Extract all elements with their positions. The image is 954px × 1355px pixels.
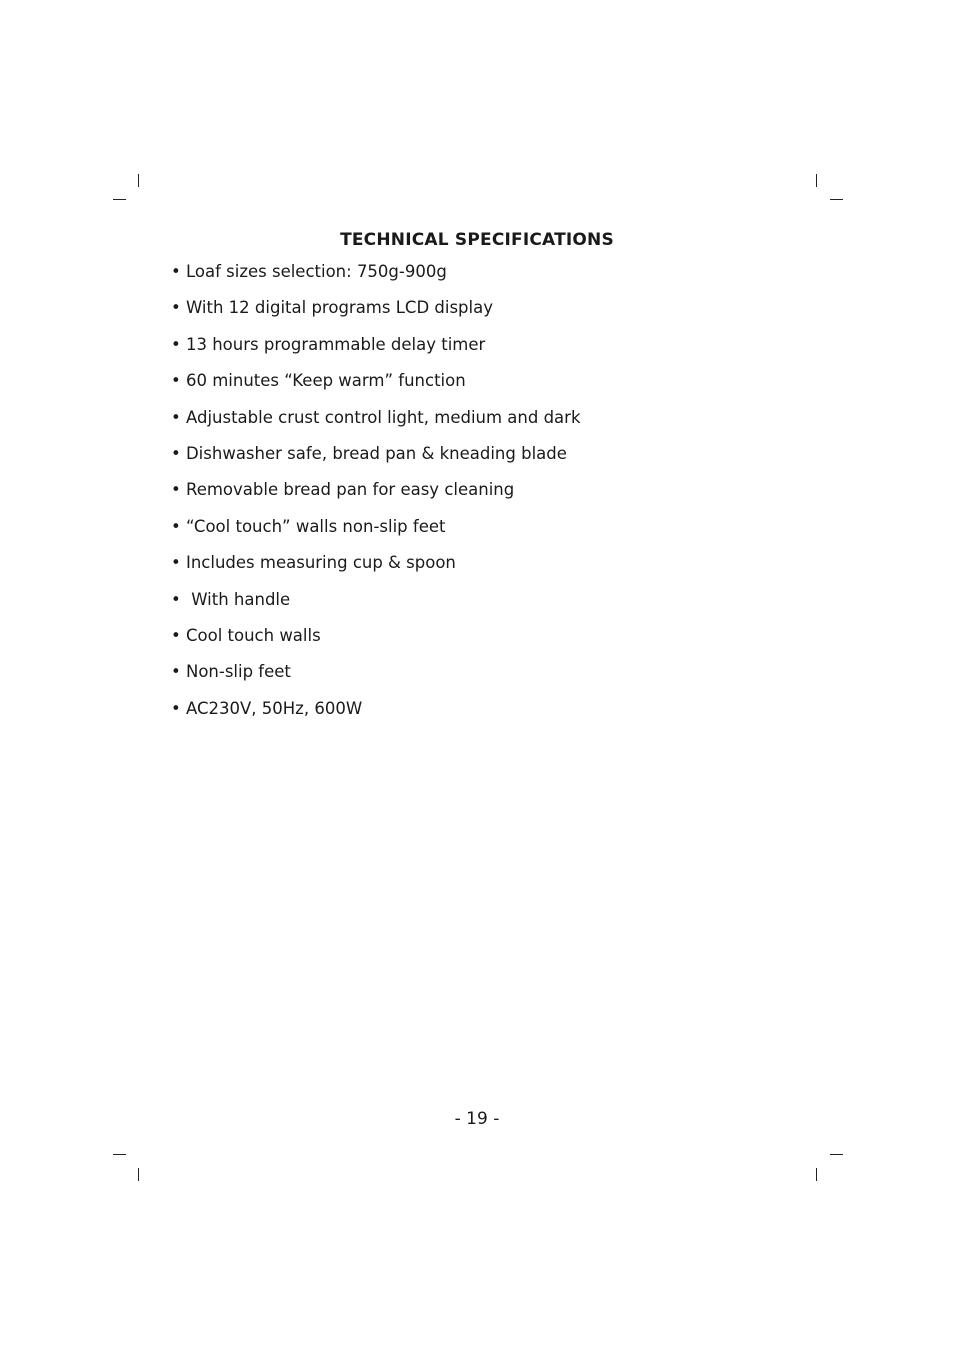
- list-item: • With handle: [171, 589, 291, 609]
- page-number: - 19 -: [454, 1109, 500, 1129]
- list-item: • 13 hours programmable delay timer: [171, 334, 486, 354]
- page-title: TECHNICAL SPECIFICATIONS: [340, 230, 614, 250]
- list-item: • Removable bread pan for easy cleaning: [171, 480, 515, 500]
- crop-mark-top-left-horizontal: [113, 199, 126, 200]
- crop-mark-bottom-right-vertical: [816, 1168, 817, 1181]
- list-item: • Non-slip feet: [171, 662, 291, 682]
- list-item: • Includes measuring cup & spoon: [171, 553, 456, 573]
- list-item: • Adjustable crust control light, medium and dark: [171, 407, 581, 427]
- spec-list: [171, 260, 581, 733]
- crop-mark-bottom-left-vertical: [138, 1168, 139, 1181]
- crop-mark-top-right-horizontal: [830, 199, 843, 200]
- list-item: • AC230V, 50Hz, 600W: [171, 698, 363, 718]
- crop-mark-top-right-vertical: [816, 174, 817, 187]
- crop-mark-top-left-vertical: [138, 174, 139, 187]
- list-item: • Dishwasher safe, bread pan & kneading blade: [171, 443, 567, 463]
- list-item: • Loaf sizes selection: 750g-900g: [171, 262, 447, 281]
- crop-mark-bottom-left-horizontal: [113, 1154, 126, 1155]
- list-item: • 60 minutes “Keep warm” function: [171, 371, 466, 391]
- list-item: • With 12 digital programs LCD display: [171, 298, 493, 318]
- list-item: • Cool touch walls: [171, 625, 321, 645]
- crop-mark-bottom-right-horizontal: [830, 1154, 843, 1155]
- list-item: • “Cool touch” walls non-slip feet: [171, 516, 446, 536]
